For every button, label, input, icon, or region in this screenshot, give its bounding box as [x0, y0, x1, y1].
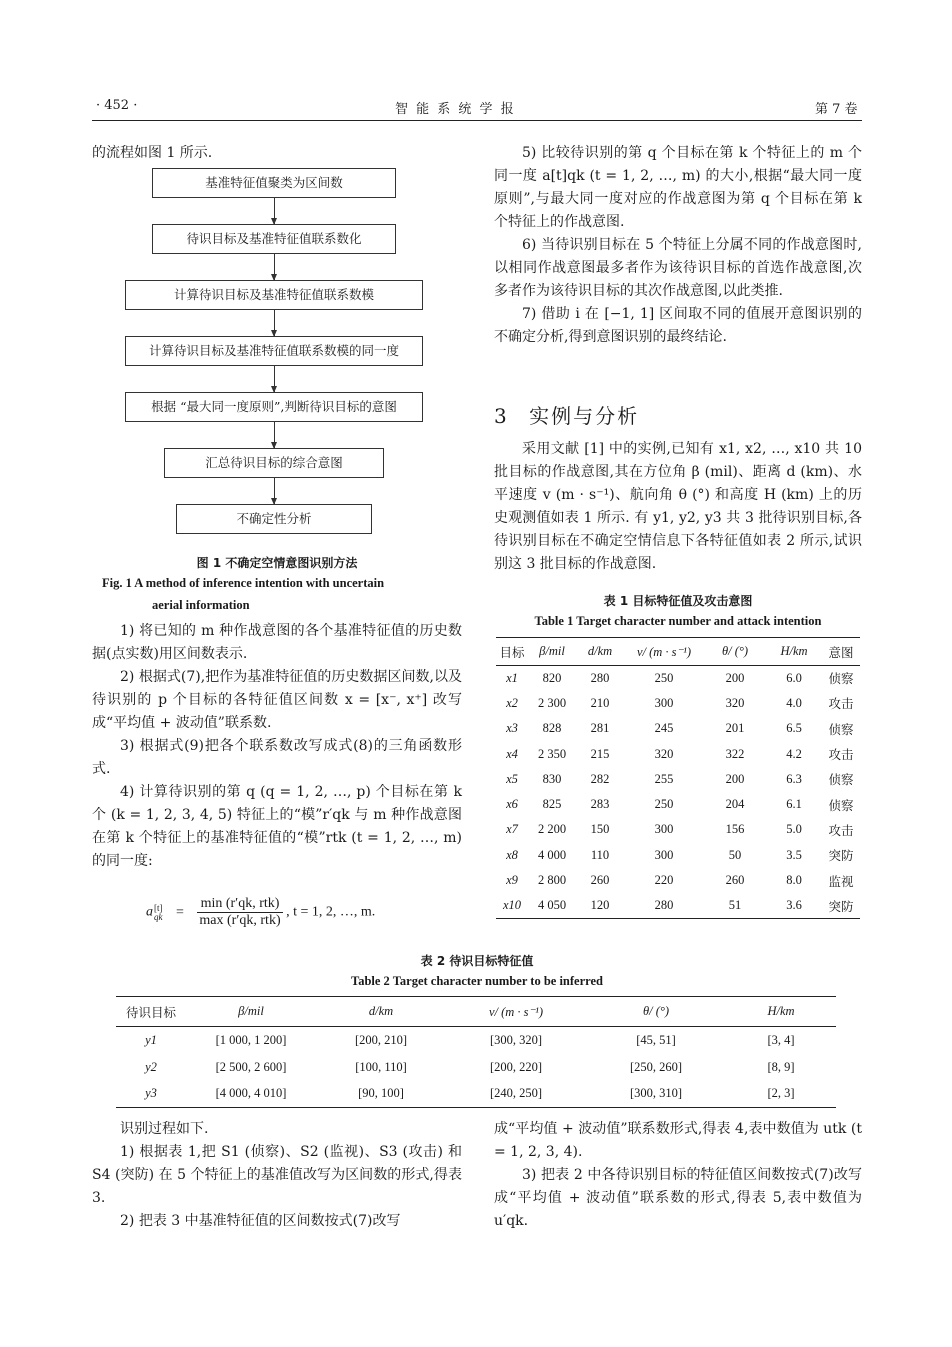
table1-cell: 825	[542, 797, 562, 812]
table1-cell: x8	[506, 847, 518, 862]
flow-arrow	[274, 366, 275, 392]
table1-row	[496, 716, 860, 741]
table1-cell: 3.5	[786, 847, 802, 862]
table2-caption-en: Table 2 Target character number to be inferred	[351, 974, 603, 988]
table1-cell: 281	[590, 721, 610, 736]
identity-formula: a [t] qk = $\frac{\text{min (r′qk, rtk)}}{\text{max (r′qk, rtk)}}$ , t = 1, 2, …, m.	[146, 896, 376, 928]
flow-arrow	[274, 422, 275, 448]
table1-cell: 4.0	[786, 695, 802, 710]
table1-header: 目标	[496, 638, 528, 666]
table2-header: β/mil	[186, 997, 316, 1027]
table2-cell: [8, 9]	[767, 1059, 795, 1074]
table1-cell: 监视	[828, 874, 854, 889]
table1-cell: 280	[590, 670, 610, 685]
table2-cell: [200, 210]	[354, 1032, 408, 1047]
table2-cell: y1	[145, 1032, 157, 1047]
section-title: 实例与分析	[529, 404, 640, 428]
table1-cell: 245	[654, 721, 674, 736]
step-1: 1) 将已知的 m 种作战意图的各个基准特征值的历史数据(点实数)用区间数表示.	[92, 623, 462, 662]
table2-header: d/km	[316, 997, 446, 1027]
table2-cell: [300, 310]	[586, 1081, 726, 1108]
figure-caption-cn: 图 1 不确定空情意图识别方法	[196, 556, 358, 570]
process-step-2-cont: 成“平均值 + 波动值”联系数形式,得表 4,表中数值为 utk (t = 1, 2, 3, 4).	[494, 1121, 862, 1160]
process-step-1: 1) 根据表 1,把 S1 (侦察)、S2 (监视)、S3 (攻击) 和 S4 (突防) 在 5 个特征上的基准值改写为区间数的形式,得表 3.	[92, 1144, 462, 1206]
process-step-2: 2) 把表 3 中基准特征值的区间数按式(7)改写	[120, 1213, 401, 1229]
table1-caption-en: Table 1 Target character number and attack intention	[534, 614, 822, 628]
flow-step-4: 计算待识目标及基准特征值联系数模的同一度	[125, 336, 423, 366]
table1-caption-cn: 表 1 目标特征值及攻击意图	[603, 594, 753, 608]
step-3: 3) 根据式(9)把各个联系数改写成式(8)的三角函数形式.	[92, 738, 462, 777]
formula-lhs-sup: [t]	[154, 902, 163, 913]
table2-cell: [2, 3]	[726, 1081, 836, 1108]
table1-cell: 2 800	[537, 873, 567, 888]
table1-cell: 侦察	[828, 773, 854, 788]
table2-cell: y2	[145, 1059, 157, 1074]
right-steps	[494, 142, 862, 349]
table1-cell: 210	[590, 695, 610, 710]
table1-cell: 6.3	[786, 771, 802, 786]
table1-cell: 830	[542, 771, 562, 786]
table1-cell: 320	[654, 746, 674, 761]
table1-cell: 2 300	[537, 695, 567, 710]
table1-cell: 4 050	[528, 893, 576, 918]
table1-cell: 255	[654, 771, 674, 786]
table1-cell: 侦察	[828, 722, 854, 737]
table1-cell: 820	[542, 670, 562, 685]
formula-fraction	[197, 896, 282, 929]
table1-cell: 51	[704, 893, 766, 918]
table2-row	[116, 1054, 836, 1081]
table1-row	[496, 817, 860, 842]
table1-cell: 2 350	[537, 746, 567, 761]
table1-cell: x7	[506, 822, 518, 837]
table2-cell: [250, 260]	[629, 1059, 683, 1074]
table1-cell: 283	[590, 797, 610, 812]
table1-cell: 突防	[828, 849, 854, 864]
bottom-right-text	[494, 1118, 862, 1233]
flow-arrow	[274, 310, 275, 336]
header-rule	[92, 120, 862, 121]
table2-cell: y3	[116, 1081, 186, 1108]
table1-row	[496, 666, 860, 691]
table1-row	[496, 767, 860, 792]
flow-intro: 的流程如图 1 所示.	[92, 145, 213, 161]
left-steps	[92, 620, 462, 873]
step-7: 7) 借助 i 在 [−1, 1] 区间取不同的值展开意图识别的不确定分析,得到意图识别的最终结论.	[494, 306, 862, 345]
flow-arrow	[274, 478, 275, 504]
flow-arrow	[274, 254, 275, 280]
table1-cell: 侦察	[828, 672, 854, 687]
table1-cell: 828	[542, 721, 562, 736]
table2-header-row	[116, 997, 836, 1027]
table1-cell: 50	[728, 847, 742, 862]
table1-row	[496, 691, 860, 716]
table1-cell: 200	[725, 771, 745, 786]
table1-cell: x2	[506, 695, 518, 710]
table1-cell: x4	[506, 746, 518, 761]
formula-denominator: max (r′qk, rtk)	[199, 913, 281, 928]
flow-step-7: 不确定性分析	[176, 504, 372, 534]
table1-cell: x10	[496, 893, 528, 918]
table1-cell: x9	[506, 873, 518, 888]
table1-row	[496, 868, 860, 893]
table1-cell: 攻击	[828, 748, 854, 763]
table2-row	[116, 1081, 836, 1108]
table2-cell: [100, 110]	[355, 1059, 407, 1074]
flow-step-2: 待识目标及基准特征值联系数化	[152, 224, 396, 254]
table2-cell: [1 000, 1 200]	[215, 1032, 287, 1047]
table1-cell: 300	[654, 822, 674, 837]
table1-cell: 250	[654, 670, 674, 685]
section-heading	[494, 400, 639, 429]
table1-cell: x5	[506, 771, 518, 786]
table1-cell: 280	[624, 893, 704, 918]
table1-cell: 攻击	[828, 823, 854, 838]
table1-cell: 4.2	[786, 746, 802, 761]
flow-step-6: 汇总待识目标的综合意图	[164, 448, 384, 478]
table1-cell: 150	[590, 822, 610, 837]
step-2: 2) 根据式(7),把作为基准特征值的历史数据区间数,以及待识别的 p 个目标的各特征值区间数 x = [x⁻, x⁺] 改写成“平均值 + 波动值”联系数.	[92, 669, 462, 731]
process-intro: 识别过程如下.	[120, 1121, 209, 1137]
table1-cell: 300	[654, 847, 674, 862]
table1	[496, 637, 860, 919]
formula-lhs-sub: qk	[154, 911, 163, 922]
step-5: 5) 比较待识别的第 q 个目标在第 k 个特征上的 m 个同一度 a[t]qk (t = 1, 2, …, m) 的大小,根据“最大同一度原则”,与最大同一度对应的作战意图为第 q 个目标在第 k 个特征上的作战意图.	[494, 145, 862, 230]
table1-cell: 3.6	[766, 893, 822, 918]
table2-cell: [45, 51]	[636, 1032, 676, 1047]
table1-cell: 突防	[822, 893, 860, 918]
table2-cell: [200, 220]	[489, 1059, 543, 1074]
formula-lhs: a	[146, 904, 153, 920]
flow-step-5: 根据 “最大同一度原则”,判断待识目标的意图	[125, 392, 423, 422]
table2-cell: [2 500, 2 600]	[215, 1059, 287, 1074]
table2-cell: [4 000, 4 010]	[186, 1081, 316, 1108]
table2-cell: [240, 250]	[446, 1081, 586, 1108]
figure-caption-en-cont: aerial information	[152, 598, 250, 612]
table1-cell: 2 200	[537, 822, 567, 837]
table2-caption-cn: 表 2 待识目标特征值	[420, 954, 534, 968]
table1-header: d/km	[576, 638, 624, 666]
section-paragraph: 采用文献 [1] 中的实例,已知有 x1, x2, …, x10 共 10 批目标的作战意图,其在方位角 β (mil)、距离 d (km)、水平速度 v (m · s⁻¹)、航向角 θ (°) 和高度 H (km) 上的历史观测值如表 1 所示. 有 y1, y2, y3 共 3 批待识别目标,各待识别目标在不确定空情信息下各特征值如表 2 所示,试识别这 3 批目标的作战意图.	[494, 441, 862, 572]
table2-header: θ/ (°)	[586, 997, 726, 1027]
table1-cell: 322	[725, 746, 745, 761]
bottom-left-text	[92, 1118, 462, 1233]
page-number: · 452 ·	[96, 98, 138, 113]
table2-cell: [90, 100]	[316, 1081, 446, 1108]
volume-label: 第 7 卷	[815, 102, 858, 117]
table2-header: H/km	[726, 997, 836, 1027]
table1-header: H/km	[766, 638, 822, 666]
table2-row	[116, 1027, 836, 1054]
table1-cell: 攻击	[828, 697, 854, 712]
table1-header: β/mil	[528, 638, 576, 666]
table2-header: v/ (m · s⁻¹)	[446, 997, 586, 1027]
table1-cell: x1	[506, 670, 518, 685]
table1-row	[496, 741, 860, 766]
table1-cell: 260	[725, 873, 745, 888]
table1-cell: 6.0	[786, 670, 802, 685]
figure-caption-en: Fig. 1 A method of inference intention with uncertain	[102, 576, 385, 590]
table1-cell: 300	[654, 695, 674, 710]
table1-cell: 282	[590, 771, 610, 786]
table1-cell: x6	[506, 797, 518, 812]
table2-cell: [300, 320]	[489, 1032, 543, 1047]
table1-cell: 120	[576, 893, 624, 918]
process-step-3: 3) 把表 2 中各待识别目标的特征值区间数按式(7)改写成“平均值 + 波动值”联系数的形式,得表 5,表中数值为 u′qk.	[494, 1167, 862, 1229]
table1-row	[496, 792, 860, 817]
table1-header: θ/ (°)	[704, 638, 766, 666]
flow-step-1: 基准特征值聚类为区间数	[152, 168, 396, 198]
table1-cell: 200	[725, 670, 745, 685]
flow-arrow	[274, 198, 275, 224]
table1-header: v/ (m · s⁻¹)	[624, 638, 704, 666]
table1-cell: 110	[590, 847, 610, 862]
table1-cell: 215	[590, 746, 610, 761]
table1-cell: 4 000	[537, 847, 567, 862]
formula-tail: , t = 1, 2, …, m.	[286, 904, 376, 920]
step-6: 6) 当待识别目标在 5 个特征上分属不同的作战意图时,以相同作战意图最多者作为该待识目标的首选作战意图,次多者作为该待识目标的其次作战意图,以此类推.	[494, 237, 862, 299]
table2	[116, 996, 836, 1108]
table1-cell: 8.0	[786, 873, 802, 888]
table1-cell: 156	[725, 822, 745, 837]
table1-cell: 201	[725, 721, 745, 736]
formula-numerator: min (r′qk, rtk)	[197, 896, 282, 913]
table1-row	[496, 843, 860, 868]
table2-header: 待识目标	[116, 997, 186, 1027]
table1-row	[496, 893, 860, 918]
step-4: 4) 计算待识别的第 q (q = 1, 2, …, p) 个目标在第 k 个 (k = 1, 2, 3, 4, 5) 特征上的“模”r′qk 与 m 种作战意图在第 k 个特征上的基准特征值的“模”rtk (t = 1, 2, …, m) 的同一度:	[92, 784, 462, 869]
table1-cell: 220	[654, 873, 674, 888]
table1-cell: 204	[725, 797, 745, 812]
table1-cell: x3	[506, 721, 518, 736]
table1-header: 意图	[822, 638, 860, 666]
journal-name: 智 能 系 统 学 报	[395, 102, 516, 117]
table2-cell: [3, 4]	[767, 1032, 795, 1047]
table1-cell: 250	[654, 797, 674, 812]
table1-header-row	[496, 638, 860, 666]
table1-cell: 侦察	[828, 798, 854, 813]
table1-cell: 6.5	[786, 721, 802, 736]
table1-cell: 5.0	[786, 822, 802, 837]
table1-cell: 320	[725, 695, 745, 710]
table1-cell: 260	[590, 873, 610, 888]
section-number: 3	[494, 404, 509, 428]
table1-cell: 6.1	[786, 797, 802, 812]
flow-step-3: 计算待识目标及基准特征值联系数模	[125, 280, 423, 310]
